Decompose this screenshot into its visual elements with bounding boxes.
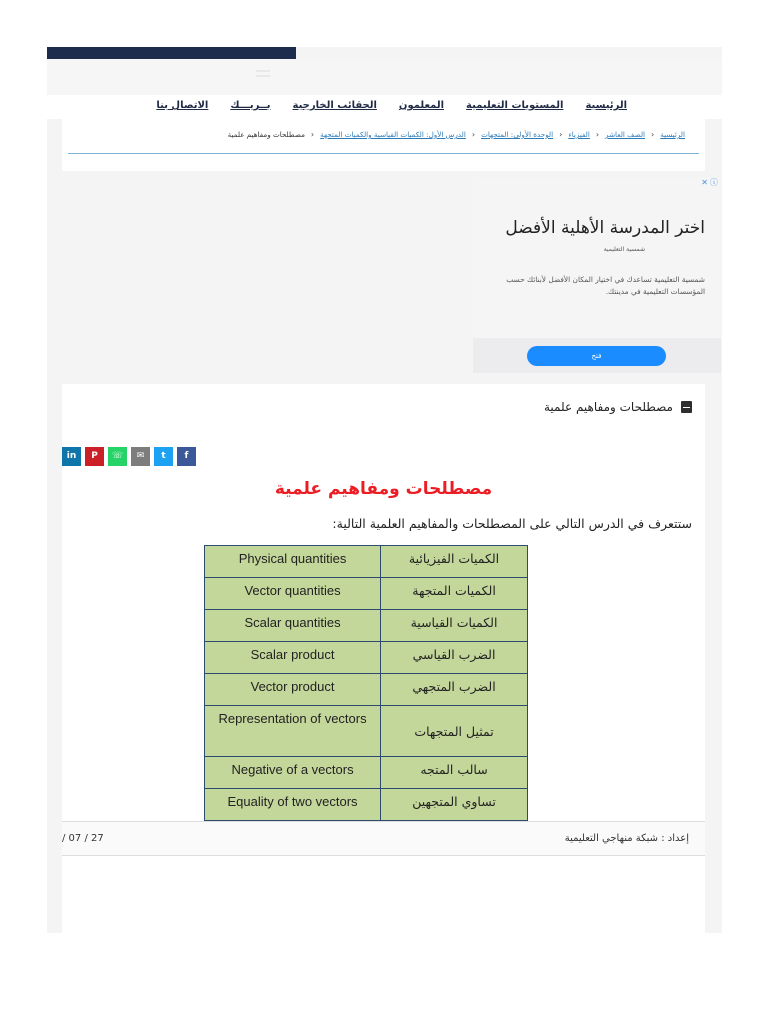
term-arabic: الضرب المتجهي [381, 674, 528, 706]
breadcrumb-separator-icon: ‹ [651, 130, 655, 139]
breadcrumb-current: مصطلحات ومفاهيم علمية [227, 130, 305, 139]
table-row [205, 789, 528, 821]
breadcrumb-container [62, 119, 705, 171]
table-row [205, 674, 528, 706]
breadcrumb-subject[interactable]: الفيزياء [568, 130, 590, 139]
term-english: Vector quantities [205, 578, 381, 610]
top-strip [47, 47, 296, 59]
main-nav [47, 95, 722, 119]
article [62, 384, 705, 933]
share-buttons [62, 447, 196, 466]
term-english: Equality of two vectors [205, 789, 381, 821]
nav-item-levels[interactable]: المستويات التعليمية [466, 100, 564, 111]
terms-table [204, 545, 528, 821]
table-row [205, 546, 528, 578]
ad-subtitle: شمسية التعليمية [603, 246, 645, 253]
term-english: Vector product [205, 674, 381, 706]
post-title-row [544, 400, 692, 414]
intro-text: ستتعرف في الدرس التالي على المصطلحات والمفاهيم العلمية التالية: [332, 516, 692, 531]
article-heading: مصطلحات ومفاهيم علمية [274, 479, 493, 499]
breadcrumb-grade[interactable]: الصف العاشر [605, 130, 646, 139]
breadcrumb-home[interactable]: الرئيسية [660, 130, 685, 139]
post-date: / 07 / 27 [62, 833, 104, 844]
ad-title[interactable]: اختر المدرسة الأهلية الأفضل [505, 218, 705, 238]
ad-choices [701, 179, 718, 187]
table-row [205, 642, 528, 674]
term-english: Scalar product [205, 642, 381, 674]
term-arabic: الكميات القياسية [381, 610, 528, 642]
nav-item-home[interactable]: الرئيسية [585, 100, 627, 111]
linkedin-icon[interactable]: in [62, 447, 81, 466]
term-arabic: الضرب القياسي [381, 642, 528, 674]
email-icon[interactable]: ✉ [131, 447, 150, 466]
breadcrumb-separator-icon: ‹ [471, 130, 476, 139]
term-arabic: تمثيل المتجهات [381, 706, 528, 757]
breadcrumb-unit[interactable]: الوحدة الأولى: المتجهات [481, 130, 554, 139]
term-english: Scalar quantities [205, 610, 381, 642]
term-arabic: الكميات المتجهة [381, 578, 528, 610]
ad-description: شمسية التعليمية تساعدك في اختيار المكان الأفضل لأبنائك حسب المؤسسات التعليمية في مدينتك. [506, 275, 705, 296]
book-icon [681, 401, 692, 413]
site-header [47, 59, 722, 95]
term-arabic: تساوي المتجهين [381, 789, 528, 821]
breadcrumb [228, 130, 685, 139]
post-meta-bar [62, 821, 705, 856]
info-icon[interactable]: ⓘ [710, 178, 718, 187]
nav-item-contact[interactable]: الاتصال بنا [156, 100, 209, 111]
advertisement[interactable] [473, 178, 721, 373]
facebook-icon[interactable]: f [177, 447, 196, 466]
term-english: Physical quantities [205, 546, 381, 578]
breadcrumb-divider [68, 153, 699, 154]
nav-item-break[interactable]: بــريـــك [230, 100, 271, 111]
close-icon[interactable]: ✕ [701, 178, 708, 187]
breadcrumb-separator-icon: ‹ [595, 130, 600, 139]
breadcrumb-separator-icon: ‹ [559, 130, 563, 139]
term-english: Negative of a vectors [205, 757, 381, 789]
menu-icon-line [256, 75, 270, 77]
term-english: Representation of vectors [205, 706, 381, 757]
whatsapp-icon[interactable]: ☏ [108, 447, 127, 466]
ad-open-button[interactable]: فتح [527, 346, 666, 366]
term-arabic: الكميات الفيزيائية [381, 546, 528, 578]
twitter-icon[interactable]: t [154, 447, 173, 466]
nav-item-external-bags[interactable]: الحقائب الخارجية [292, 100, 377, 111]
menu-icon[interactable] [256, 70, 270, 72]
breadcrumb-separator-icon: ‹ [310, 130, 315, 139]
post-author: إعداد : شبكة منهاجي التعليمية [564, 833, 689, 844]
table-row [205, 757, 528, 789]
table-row [205, 578, 528, 610]
post-title: مصطلحات ومفاهيم علمية [544, 400, 673, 414]
table-row [205, 610, 528, 642]
term-arabic: سالب المتجه [381, 757, 528, 789]
table-row [205, 706, 528, 757]
nav-item-teachers[interactable]: المعلمون [398, 100, 445, 111]
pinterest-icon[interactable]: P [85, 447, 104, 466]
breadcrumb-lesson[interactable]: الدرس الأول: الكميات القياسية والكميات المتجهة [320, 130, 466, 139]
